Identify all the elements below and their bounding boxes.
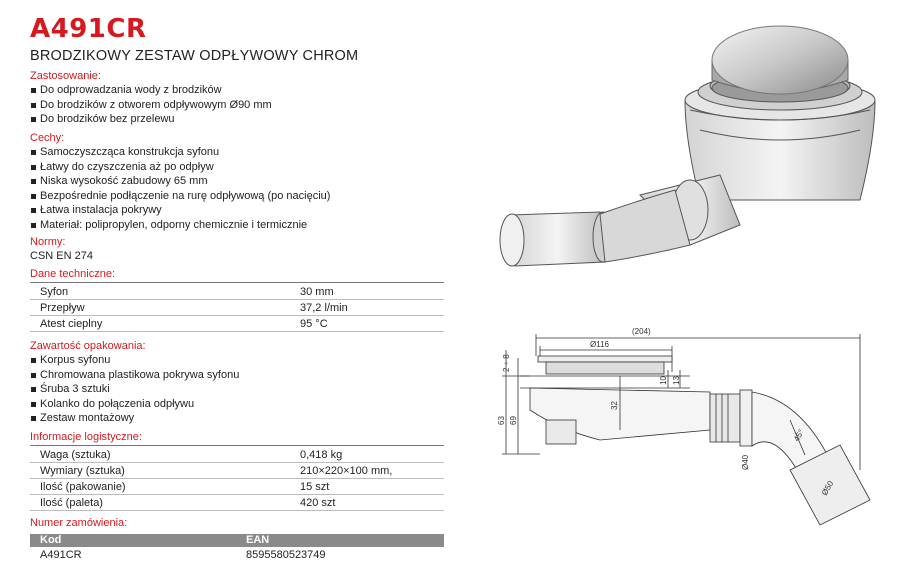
dim-10: 10 — [659, 376, 668, 385]
dim-width-total: (204) — [632, 327, 651, 336]
table-cell-label: Wymiary (sztuka) — [30, 463, 300, 479]
drain-cover-illustration — [712, 26, 848, 102]
list-item: Łatwa instalacja pokrywy — [30, 203, 330, 218]
table-cell-value: 210×220×100 mm, — [300, 463, 444, 479]
table-cell-label: Waga (sztuka) — [30, 447, 300, 463]
table-cell-label: Syfon — [30, 284, 300, 300]
normy-value: CSN EN 274 — [30, 250, 93, 262]
list-item: Do brodzików z otworem odpływowym Ø90 mm — [30, 98, 272, 113]
table-cell-value: 37,2 l/min — [300, 300, 444, 316]
list-item: Śruba 3 sztuki — [30, 382, 239, 397]
table-cell-value: 30 mm — [300, 284, 444, 300]
column-header-ean: EAN — [246, 534, 270, 546]
section-heading-normy: Normy: — [30, 236, 66, 248]
list-item: Łatwy do czyszczenia aż po odpływ — [30, 160, 330, 175]
list-item: Do brodzików bez przelewu — [30, 112, 272, 127]
table-cell-value: 95 °C — [300, 316, 444, 332]
list-item: Samoczyszcząca konstrukcja syfonu — [30, 145, 330, 160]
dim-69: 69 — [509, 416, 518, 425]
list-item: Niska wysokość zabudowy 65 mm — [30, 174, 330, 189]
table-cell-value: 420 szt — [300, 495, 444, 511]
list-item: Do odprowadzania wody z brodzików — [30, 83, 272, 98]
list-item: Kolanko do połączenia odpływu — [30, 397, 239, 412]
dim-diameter-50: Ø50 — [819, 479, 836, 497]
section-heading-zawartosc: Zawartość opakowania: — [30, 340, 146, 352]
product-title: A491CR — [30, 14, 147, 44]
table-cell-label: Ilość (pakowanie) — [30, 479, 300, 495]
order-kod-value: A491CR — [40, 549, 82, 561]
dim-32: 32 — [610, 401, 619, 410]
table-cell-value: 0,418 kg — [300, 447, 444, 463]
dim-cover-height: 2 ÷ 8 — [502, 354, 511, 372]
section-heading-cechy: Cechy: — [30, 132, 65, 144]
list-item: Korpus syfonu — [30, 353, 239, 368]
section-heading-dane: Dane techniczne: — [30, 268, 115, 280]
dim-63: 63 — [497, 416, 506, 425]
dim-cover-diameter: Ø116 — [590, 340, 609, 349]
section-heading-logistyka: Informacje logistyczne: — [30, 431, 142, 443]
technical-drawing — [502, 334, 870, 525]
outlet-pipe-illustration — [500, 175, 740, 266]
table-cell-value: 15 szt — [300, 479, 444, 495]
list-item: Materiał: polipropylen, odporny chemicznie i termicznie — [30, 218, 330, 233]
table-cell-label: Ilość (paleta) — [30, 495, 300, 511]
product-subtitle: BRODZIKOWY ZESTAW ODPŁYWOWY CHROM — [30, 48, 359, 64]
section-heading-zastosowanie: Zastosowanie: — [30, 70, 101, 82]
dim-angle: 45° — [791, 428, 806, 443]
dim-diameter-40: Ø40 — [741, 454, 750, 470]
order-ean-value: 8595580523749 — [246, 549, 326, 561]
column-header-kod: Kod — [40, 534, 62, 546]
table-cell-label: Atest cieplny — [30, 316, 300, 332]
section-heading-zamowienie: Numer zamówienia: — [30, 517, 128, 529]
list-item: Bezpośrednie podłączenie na rurę odpływową (po nacięciu) — [30, 189, 330, 204]
table-cell-label: Przepływ — [30, 300, 300, 316]
list-item: Chromowana plastikowa pokrywa syfonu — [30, 368, 239, 383]
list-item: Zestaw montażowy — [30, 411, 239, 426]
dim-13: 13 — [672, 376, 681, 385]
